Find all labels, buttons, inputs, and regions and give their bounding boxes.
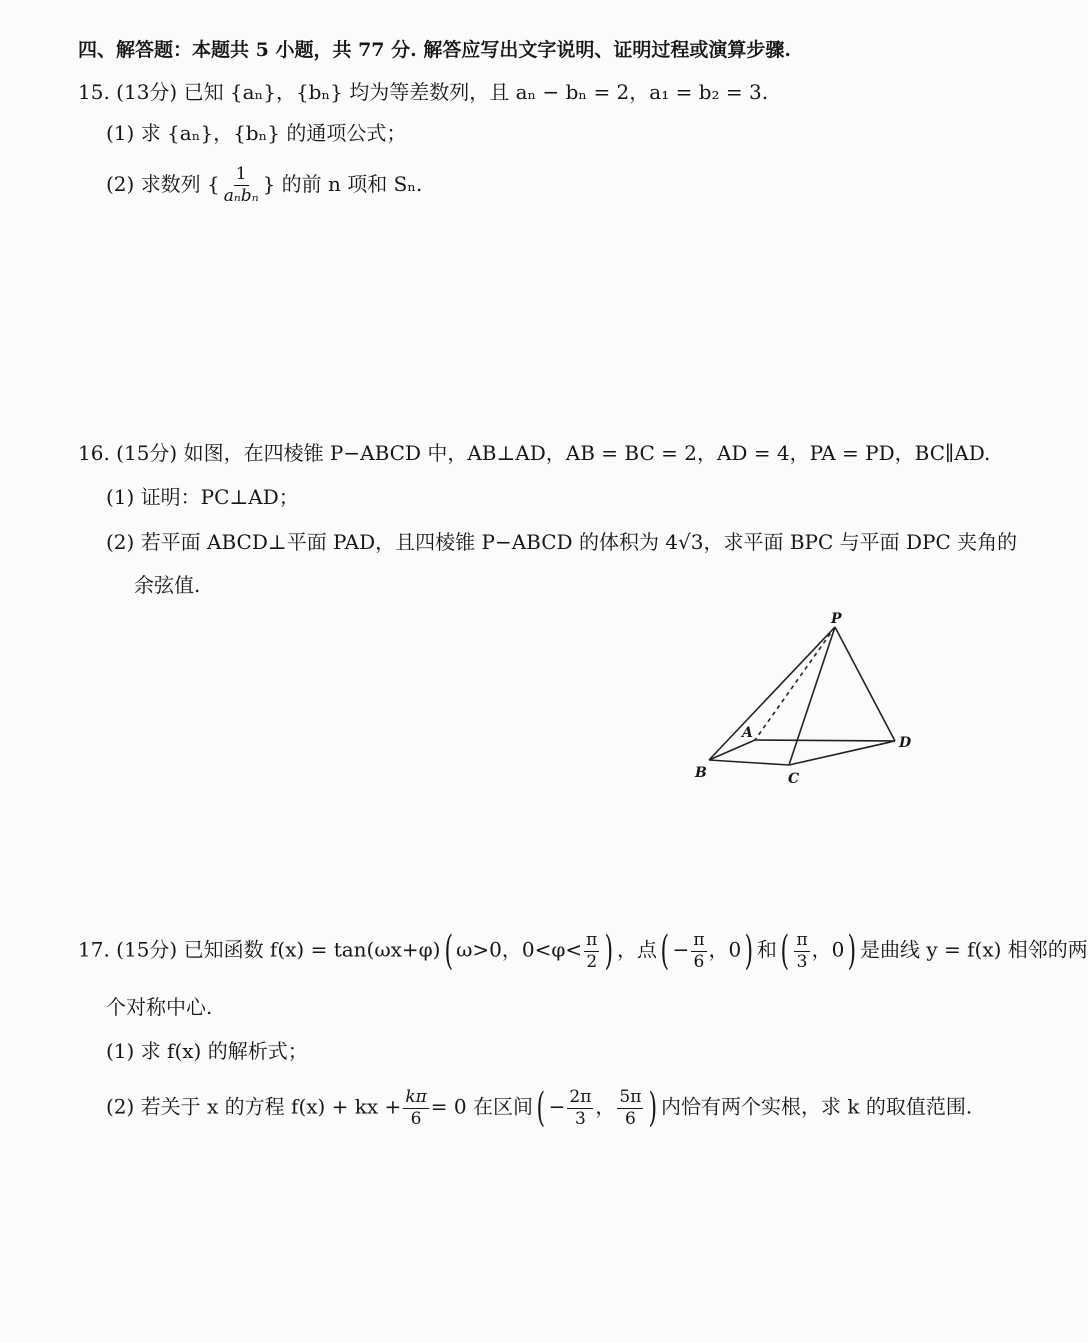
- q17-part2-b: = 0 在区间: [430, 1094, 533, 1119]
- q17-int-den2: 6: [624, 1108, 636, 1129]
- q15-stem: 15. (13分) 已知 {aₙ}，{bₙ} 均为等差数列，且 aₙ − bₙ = 2，a₁ = b₂ = 3.: [78, 80, 769, 104]
- q17-stem-b: ，点: [616, 937, 657, 962]
- paren-left: (: [444, 928, 453, 974]
- label-p: P: [831, 611, 842, 627]
- paren-left: (: [536, 1085, 546, 1131]
- q17-pt1-tail: ，0: [708, 937, 742, 962]
- q16-part2-line1: (2) 若平面 ABCD⊥平面 PAD，且四棱锥 P−ABCD 的体积为 4√3，求平面 BPC 与平面 DPC 夹角的: [106, 530, 1018, 554]
- q15-part2: [106, 166, 422, 205]
- q16-part1: (1) 证明：PC⊥AD；: [106, 485, 299, 509]
- q16-part2-line2: 余弦值.: [134, 573, 201, 597]
- q17-part2-den: 6: [410, 1108, 422, 1129]
- label-d: D: [899, 735, 912, 751]
- q17-int-num1: 2π: [569, 1086, 592, 1107]
- q17-part2-c: 内恰有两个实根，求 k 的取值范围.: [660, 1094, 973, 1119]
- q17-int-num2: 5π: [619, 1086, 642, 1107]
- q17-pt2-den: 3: [796, 951, 808, 972]
- q17-cond-den: 2: [586, 951, 598, 972]
- label-b: B: [695, 765, 707, 781]
- q17-cond-a: ω>0，0<φ<: [456, 937, 583, 962]
- q17-stem-c: 和: [756, 937, 777, 962]
- q17-stem-d: 是曲线 y = f(x) 相邻的两: [860, 937, 1088, 962]
- q17-cond-frac: [584, 929, 599, 972]
- q17-pt2-num: π: [796, 929, 808, 950]
- q17-pt1-num: π: [693, 929, 705, 950]
- q15-part2-suffix: } 的前 n 项和 Sₙ.: [262, 172, 423, 196]
- q15-part2-prefix: (2) 求数列 {: [106, 172, 220, 196]
- q15-part1: (1) 求 {aₙ}，{bₙ} 的通项公式；: [106, 121, 407, 145]
- edge-pa-hidden: [755, 627, 835, 740]
- paren-left: (: [780, 928, 789, 974]
- edge-bc: [709, 760, 789, 765]
- edge-pd: [835, 627, 895, 741]
- q17-int-frac1: [567, 1086, 593, 1129]
- section-title: 四、解答题：本题共 5 小题，共 77 分. 解答应写出文字说明、证明过程或演算步骤.: [78, 39, 791, 61]
- pyramid-figure: [685, 605, 925, 790]
- edge-pc: [789, 627, 835, 765]
- q15-fraction: [222, 166, 261, 205]
- q17-stem-line2: 个对称中心.: [106, 995, 213, 1019]
- q17-stem-a: 17. (15分) 已知函数 f(x) = tan(ωx+φ): [78, 937, 441, 962]
- q17-int-sign: −: [548, 1094, 566, 1119]
- edge-cd: [789, 741, 895, 765]
- paren-left: (: [660, 928, 670, 974]
- q15-frac-num: 1: [235, 164, 247, 184]
- paren-right: ): [744, 928, 754, 974]
- q17-pt1-frac: [691, 929, 706, 972]
- edge-ba: [709, 740, 755, 760]
- paren-right: ): [648, 1085, 658, 1131]
- q17-int-comma: ，: [595, 1094, 616, 1119]
- q17-int-frac2: [617, 1086, 643, 1129]
- q17-pt2-tail: ，0: [811, 937, 845, 962]
- q17-pt2-frac: [794, 929, 809, 972]
- q17-part2-a: (2) 若关于 x 的方程 f(x) + kx +: [106, 1094, 402, 1119]
- q17-pt1-den: 6: [693, 951, 705, 972]
- q16-stem: 16. (15分) 如图，在四棱锥 P−ABCD 中，AB⊥AD，AB = BC = 2，AD = 4，PA = PD，BC∥AD.: [78, 441, 991, 465]
- q17-part1: (1) 求 f(x) 的解析式；: [106, 1039, 308, 1063]
- q17-part2-frac: [403, 1086, 428, 1129]
- q17-part2: [106, 1085, 973, 1131]
- q17-part2-num: kπ: [405, 1086, 427, 1107]
- label-c: C: [788, 771, 800, 787]
- q17-pt1-sign: −: [672, 937, 690, 962]
- q17-int-den1: 3: [574, 1108, 586, 1129]
- edge-ad: [755, 740, 895, 741]
- q17-stem: [78, 928, 1088, 974]
- paren-right: ): [604, 928, 614, 974]
- q17-cond-num: π: [586, 929, 598, 950]
- label-a: A: [742, 725, 753, 741]
- q15-frac-den: aₙbₙ: [223, 186, 259, 206]
- paren-right: ): [847, 928, 857, 974]
